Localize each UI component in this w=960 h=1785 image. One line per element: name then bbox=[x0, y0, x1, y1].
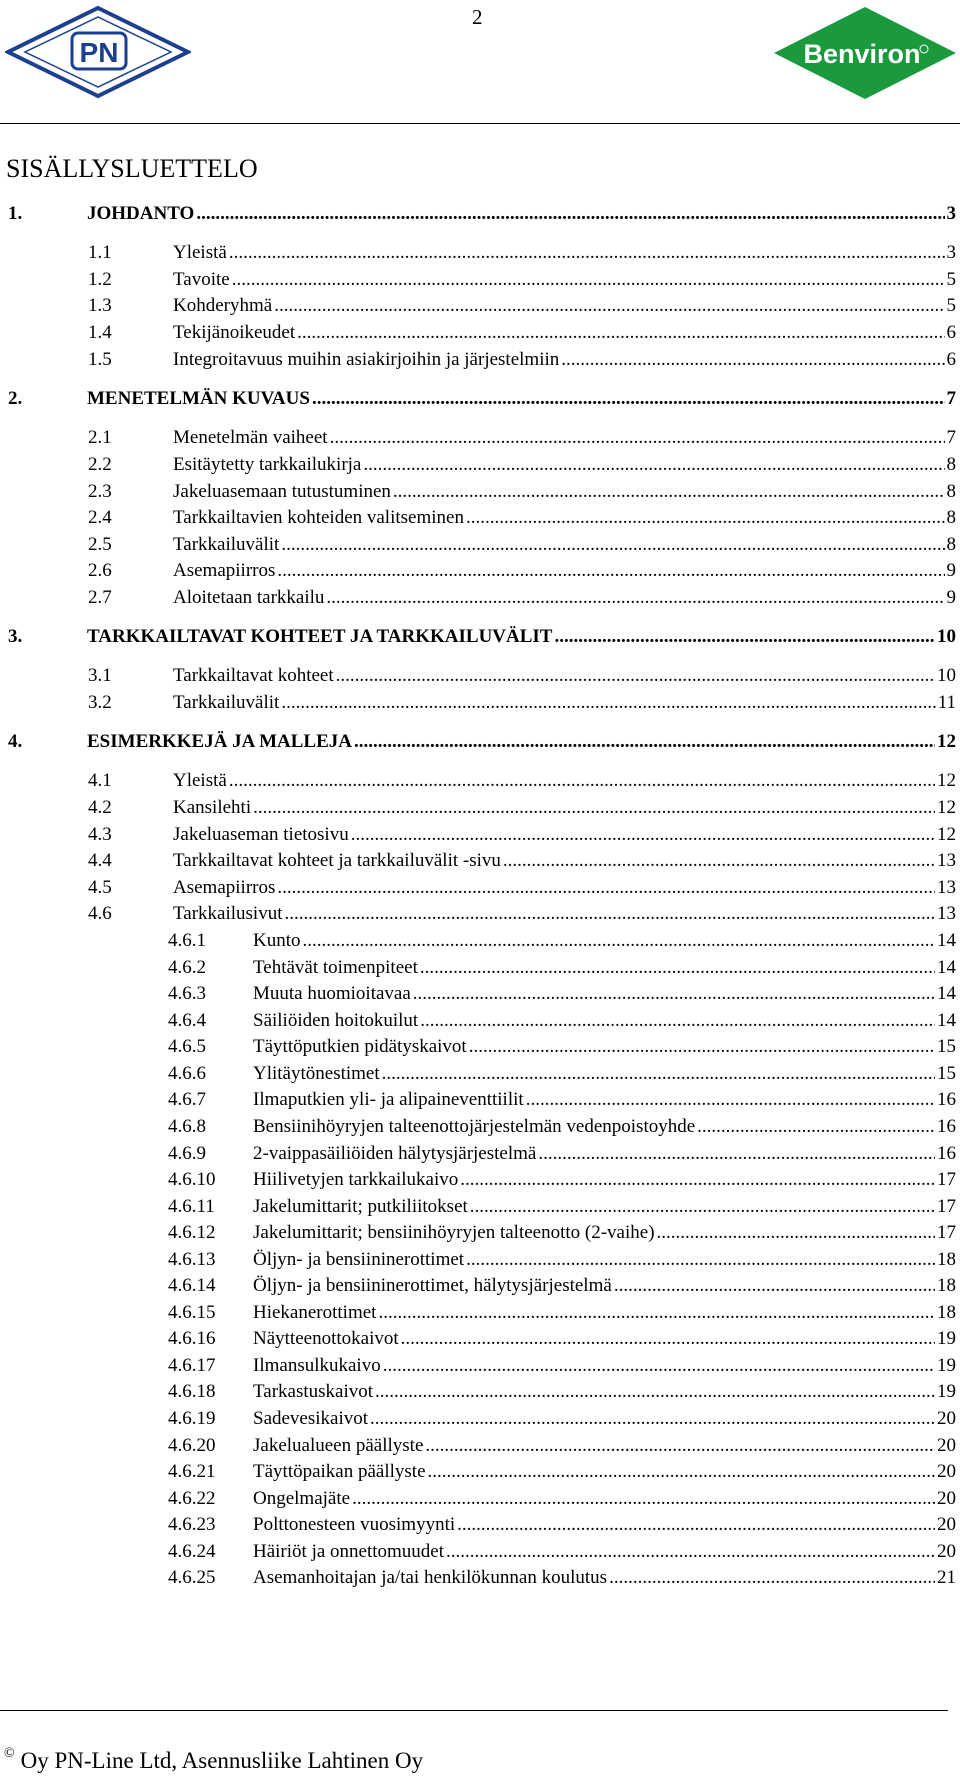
toc-entry-page: 18 bbox=[937, 1275, 956, 1296]
toc-dot-leader bbox=[303, 930, 936, 952]
toc-entry[interactable] bbox=[8, 269, 956, 296]
toc-dot-leader bbox=[420, 1010, 935, 1032]
toc-entry-page: 16 bbox=[937, 1143, 956, 1164]
toc-dot-leader bbox=[383, 1355, 935, 1377]
toc-entry-number: 4.6.4 bbox=[168, 1010, 206, 1031]
toc-dot-leader bbox=[614, 1275, 935, 1297]
toc-entry-title: Bensiinihöyryjen talteenottojärjestelmän vedenpoistoyhde bbox=[253, 1116, 696, 1137]
toc-entry[interactable] bbox=[8, 731, 956, 758]
toc-dot-leader bbox=[370, 1408, 935, 1430]
toc-entry-title: Täyttöputkien pidätyskaivot bbox=[253, 1036, 467, 1057]
toc-entry-title: Muuta huomioitavaa bbox=[253, 983, 411, 1004]
toc-entry-number: 2.3 bbox=[88, 481, 112, 502]
toc-entry-number: 2.1 bbox=[88, 427, 112, 448]
toc-entry-title: Tekijänoikeudet bbox=[173, 322, 296, 343]
toc-dot-leader bbox=[554, 626, 935, 648]
toc-entry-page: 13 bbox=[937, 877, 956, 898]
toc-dot-leader bbox=[697, 1116, 935, 1138]
toc-entry[interactable] bbox=[8, 1461, 956, 1488]
toc-dot-leader bbox=[457, 1514, 935, 1536]
toc-entry-title: Tarkkailtavien kohteiden valitseminen bbox=[173, 507, 464, 528]
toc-entry-number: 1.5 bbox=[88, 349, 112, 370]
toc-entry-page: 20 bbox=[937, 1488, 956, 1509]
toc-entry-number: 4.6.2 bbox=[168, 957, 206, 978]
toc-entry[interactable] bbox=[8, 1328, 956, 1355]
toc-entry-page: 12 bbox=[937, 731, 956, 752]
toc-entry-page: 20 bbox=[937, 1514, 956, 1535]
toc-entry-number: 4.6.7 bbox=[168, 1089, 206, 1110]
toc-entry[interactable] bbox=[8, 534, 956, 561]
toc-entry[interactable] bbox=[8, 481, 956, 508]
toc-entry-number: 2. bbox=[8, 388, 23, 409]
toc-dot-leader bbox=[609, 1567, 935, 1589]
toc-entry-page: 8 bbox=[946, 534, 956, 555]
toc-entry-page: 11 bbox=[937, 692, 956, 713]
toc-entry-number: 1.1 bbox=[88, 242, 112, 263]
toc-entry[interactable] bbox=[8, 983, 956, 1010]
toc-entry[interactable] bbox=[8, 1196, 956, 1223]
toc-entry[interactable] bbox=[8, 626, 956, 653]
toc-entry-page: 14 bbox=[937, 930, 956, 951]
toc-entry-page: 19 bbox=[937, 1328, 956, 1349]
toc-entry-page: 3 bbox=[946, 203, 956, 224]
toc-entry-title: Tehtävät toimenpiteet bbox=[253, 957, 418, 978]
toc-entry-page: 12 bbox=[937, 797, 956, 818]
pn-logo bbox=[5, 5, 191, 104]
toc-entry[interactable] bbox=[8, 1541, 956, 1568]
toc-title: SISÄLLYSLUETTELO bbox=[6, 154, 258, 183]
toc-entry-page: 5 bbox=[946, 295, 956, 316]
toc-entry-title: Sadevesikaivot bbox=[253, 1408, 369, 1429]
toc-entry-number: 4.6.20 bbox=[168, 1435, 216, 1456]
toc-entry[interactable] bbox=[8, 930, 956, 957]
toc-entry-number: 2.4 bbox=[88, 507, 112, 528]
toc-dot-leader bbox=[351, 824, 935, 846]
toc-entry-number: 4.6.8 bbox=[168, 1116, 206, 1137]
toc-entry-title: Aloitetaan tarkkailu bbox=[173, 587, 325, 608]
toc-entry-number: 2.6 bbox=[88, 560, 112, 581]
toc-entry-number: 4.6.17 bbox=[168, 1355, 216, 1376]
toc-dot-leader bbox=[470, 1196, 935, 1218]
toc-entry-number: 1.3 bbox=[88, 295, 112, 316]
toc-entry-number: 2.5 bbox=[88, 534, 112, 555]
toc-entry-page: 3 bbox=[946, 242, 956, 263]
benviron-logo-text: Benviron bbox=[803, 39, 921, 69]
toc-entry[interactable] bbox=[8, 1355, 956, 1382]
toc-entry[interactable] bbox=[8, 1116, 956, 1143]
toc-entry[interactable] bbox=[8, 770, 956, 797]
toc-entry[interactable] bbox=[8, 1143, 956, 1170]
toc-entry[interactable] bbox=[8, 1514, 956, 1541]
toc-entry-page: 9 bbox=[946, 560, 956, 581]
toc-entry-number: 4.6.19 bbox=[168, 1408, 216, 1429]
toc-entry-title: Tarkastuskaivot bbox=[253, 1381, 374, 1402]
toc-entry-title: Esitäytetty tarkkailukirja bbox=[173, 454, 362, 475]
toc-entry-page: 8 bbox=[946, 507, 956, 528]
toc-dot-leader bbox=[382, 1063, 935, 1085]
toc-dot-leader bbox=[229, 242, 945, 264]
toc-dot-leader bbox=[277, 560, 944, 582]
toc-entry[interactable] bbox=[8, 692, 956, 719]
pn-logo-text: PN bbox=[79, 37, 119, 68]
toc-entry[interactable] bbox=[8, 1567, 956, 1594]
toc-entry-number: 4.6.1 bbox=[168, 930, 206, 951]
toc-entry-number: 4.6.16 bbox=[168, 1328, 216, 1349]
toc-entry-number: 4.6.21 bbox=[168, 1461, 216, 1482]
toc-entry[interactable] bbox=[8, 957, 956, 984]
toc-entry[interactable] bbox=[8, 824, 956, 851]
toc-entry[interactable] bbox=[8, 1169, 956, 1196]
toc-entry-number: 1.2 bbox=[88, 269, 112, 290]
toc-entry-number: 4.6.5 bbox=[168, 1036, 206, 1057]
toc-entry-page: 5 bbox=[946, 269, 956, 290]
toc-dot-leader bbox=[229, 770, 935, 792]
toc-dot-leader bbox=[297, 322, 944, 344]
toc-entry-number: 4.6.23 bbox=[168, 1514, 216, 1535]
toc-entry[interactable] bbox=[8, 1408, 956, 1435]
toc-entry-number: 1.4 bbox=[88, 322, 112, 343]
toc-entry-title: Tarkkailuvälit bbox=[173, 534, 280, 555]
toc-entry-title: Tarkkailtavat kohteet bbox=[173, 665, 334, 686]
toc-entry-title: Asemapiirros bbox=[173, 877, 276, 898]
toc-dot-leader bbox=[420, 957, 935, 979]
toc-entry-page: 15 bbox=[937, 1063, 956, 1084]
toc-dot-leader bbox=[469, 1036, 935, 1058]
toc-entry[interactable] bbox=[8, 242, 956, 269]
toc-entry-number: 4.1 bbox=[88, 770, 112, 791]
toc-entry-title: Hiilivetyjen tarkkailukaivo bbox=[253, 1169, 459, 1190]
toc-entry[interactable] bbox=[8, 1488, 956, 1515]
header-divider bbox=[0, 123, 960, 124]
toc-entry-page: 7 bbox=[946, 427, 956, 448]
toc-entry-number: 4.6.22 bbox=[168, 1488, 216, 1509]
toc-entry-title: Jakelualueen päällyste bbox=[253, 1435, 424, 1456]
toc-entry-number: 3.2 bbox=[88, 692, 112, 713]
toc-entry-page: 6 bbox=[946, 322, 956, 343]
toc-entry-page: 13 bbox=[937, 903, 956, 924]
toc-entry-page: 13 bbox=[937, 850, 956, 871]
toc-entry-title: Häiriöt ja onnettomuudet bbox=[253, 1541, 445, 1562]
toc-entry-page: 8 bbox=[946, 481, 956, 502]
toc-entry-title: Jakeluasemaan tutustuminen bbox=[173, 481, 391, 502]
toc-entry-title: Kansilehti bbox=[173, 797, 252, 818]
toc-entry-title: Täyttöpaikan päällyste bbox=[253, 1461, 426, 1482]
toc-entry[interactable] bbox=[8, 1302, 956, 1329]
toc-entry-page: 16 bbox=[937, 1116, 956, 1137]
toc-dot-leader bbox=[538, 1143, 935, 1165]
toc-entry[interactable] bbox=[8, 903, 956, 930]
toc-dot-leader bbox=[281, 534, 944, 556]
toc-entry-title: Öljyn- ja bensiininerottimet bbox=[253, 1249, 465, 1270]
toc-entry-title: Kohderyhmä bbox=[173, 295, 273, 316]
toc-entry-title: Ylitäytönestimet bbox=[253, 1063, 380, 1084]
toc-dot-leader bbox=[196, 203, 944, 225]
toc-entry-number: 1. bbox=[8, 203, 23, 224]
toc-dot-leader bbox=[284, 903, 935, 925]
toc-dot-leader bbox=[393, 481, 945, 503]
toc-dot-leader bbox=[281, 692, 935, 714]
toc-entry[interactable] bbox=[8, 1010, 956, 1037]
toc-entry-page: 21 bbox=[937, 1567, 956, 1588]
toc-entry-title: MENETELMÄN KUVAUS bbox=[87, 388, 310, 409]
toc-entry-title: ESIMERKKEJÄ JA MALLEJA bbox=[87, 731, 352, 752]
toc-entry-page: 16 bbox=[937, 1089, 956, 1110]
benviron-logo bbox=[772, 5, 958, 106]
toc-dot-leader bbox=[363, 454, 944, 476]
toc-entry[interactable] bbox=[8, 1275, 956, 1302]
toc-entry-title: Jakelumittarit; putkiliitokset bbox=[253, 1196, 468, 1217]
toc-entry-number: 4.6.15 bbox=[168, 1302, 216, 1323]
toc-entry-title: Asemapiirros bbox=[173, 560, 276, 581]
toc-entry-title: Ongelmajäte bbox=[253, 1488, 351, 1509]
toc-entry-page: 14 bbox=[937, 1010, 956, 1031]
toc-entry-page: 20 bbox=[937, 1541, 956, 1562]
toc-entry[interactable] bbox=[8, 388, 956, 415]
toc-dot-leader bbox=[232, 269, 945, 291]
toc-entry[interactable] bbox=[8, 295, 956, 322]
toc-entry-title: Tarkkailusivut bbox=[173, 903, 283, 924]
toc-entry[interactable] bbox=[8, 322, 956, 349]
toc-dot-leader bbox=[330, 427, 945, 449]
toc-entry-title: Yleistä bbox=[173, 770, 227, 791]
toc-entry-number: 4.6 bbox=[88, 903, 112, 924]
toc-entry-title: Polttonesteen vuosimyynti bbox=[253, 1514, 456, 1535]
toc-dot-leader bbox=[336, 665, 935, 687]
toc-entry[interactable] bbox=[8, 877, 956, 904]
footer-divider bbox=[0, 1710, 948, 1711]
toc-dot-leader bbox=[354, 731, 935, 753]
page-number: 2 bbox=[472, 5, 483, 29]
toc-entry-number: 3.1 bbox=[88, 665, 112, 686]
toc-entry[interactable] bbox=[8, 850, 956, 877]
toc-entry-page: 12 bbox=[937, 770, 956, 791]
copyright-symbol: © bbox=[4, 1746, 15, 1761]
toc-entry-title: Säiliöiden hoitokuilut bbox=[253, 1010, 419, 1031]
toc-entry-title: JOHDANTO bbox=[87, 203, 195, 224]
toc-entry-title: Jakeluaseman tietosivu bbox=[173, 824, 349, 845]
toc-entry[interactable] bbox=[8, 507, 956, 534]
toc-dot-leader bbox=[312, 388, 945, 410]
toc-entry-number: 4.6.9 bbox=[168, 1143, 206, 1164]
toc-entry-number: 4.4 bbox=[88, 850, 112, 871]
toc-entry-number: 4.5 bbox=[88, 877, 112, 898]
toc-dot-leader bbox=[413, 983, 935, 1005]
toc-entry[interactable] bbox=[8, 1036, 956, 1063]
toc-entry-number: 4.6.6 bbox=[168, 1063, 206, 1084]
toc-entry-title: Asemanhoitajan ja/tai henkilökunnan koulutus bbox=[253, 1567, 608, 1588]
toc-entry-page: 9 bbox=[946, 587, 956, 608]
toc-dot-leader bbox=[460, 1169, 935, 1191]
toc-entry-number: 4.6.3 bbox=[168, 983, 206, 1004]
toc-entry-page: 8 bbox=[946, 454, 956, 475]
toc-entry-page: 20 bbox=[937, 1408, 956, 1429]
toc-entry-page: 18 bbox=[937, 1302, 956, 1323]
toc-entry[interactable] bbox=[8, 665, 956, 692]
toc-dot-leader bbox=[561, 349, 944, 371]
toc-dot-leader bbox=[274, 295, 944, 317]
toc-entry-title: Jakelumittarit; bensiinihöyryjen talteenotto (2-vaihe) bbox=[253, 1222, 655, 1243]
toc-entry[interactable] bbox=[8, 797, 956, 824]
toc-entry-title: Kunto bbox=[253, 930, 301, 951]
toc-entry-number: 4.6.12 bbox=[168, 1222, 216, 1243]
toc-entry-page: 14 bbox=[937, 983, 956, 1004]
footer-text: Oy PN-Line Ltd, Asennusliike Lahtinen Oy bbox=[20, 1748, 424, 1773]
toc-entry-title: Integroitavuus muihin asiakirjoihin ja järjestelmiin bbox=[173, 349, 560, 370]
toc-entry[interactable] bbox=[8, 1249, 956, 1276]
toc-entry-title: 2-vaippasäiliöiden hälytysjärjestelmä bbox=[253, 1143, 537, 1164]
toc-entry-page: 10 bbox=[937, 665, 956, 686]
toc-entry[interactable] bbox=[8, 454, 956, 481]
toc-dot-leader bbox=[526, 1089, 935, 1111]
toc-dot-leader bbox=[466, 507, 945, 529]
toc-dot-leader bbox=[503, 850, 935, 872]
toc-dot-leader bbox=[253, 797, 935, 819]
toc-entry-page: 17 bbox=[937, 1222, 956, 1243]
toc-entry-title: Menetelmän vaiheet bbox=[173, 427, 328, 448]
toc-entry[interactable] bbox=[8, 427, 956, 454]
toc-entry[interactable] bbox=[8, 349, 956, 376]
toc-dot-leader bbox=[378, 1302, 935, 1324]
toc-entry-number: 3. bbox=[8, 626, 23, 647]
toc-entry-page: 12 bbox=[937, 824, 956, 845]
toc-entry-number: 2.7 bbox=[88, 587, 112, 608]
toc-entry[interactable] bbox=[8, 1089, 956, 1116]
toc-entry[interactable] bbox=[8, 203, 956, 230]
toc-entry[interactable] bbox=[8, 1381, 956, 1408]
toc-entry-number: 4.6.11 bbox=[168, 1196, 215, 1217]
toc-entry-number: 4.6.14 bbox=[168, 1275, 216, 1296]
toc-dot-leader bbox=[657, 1222, 935, 1244]
toc-entry[interactable] bbox=[8, 1435, 956, 1462]
toc-entry-title: Näytteenottokaivot bbox=[253, 1328, 399, 1349]
toc-entry-page: 18 bbox=[937, 1249, 956, 1270]
toc-dot-leader bbox=[375, 1381, 935, 1403]
toc-entry[interactable] bbox=[8, 1063, 956, 1090]
toc-dot-leader bbox=[352, 1488, 935, 1510]
toc-entry-title: Tarkkailtavat kohteet ja tarkkailuvälit -sivu bbox=[173, 850, 501, 871]
toc-entry-page: 10 bbox=[937, 626, 956, 647]
toc-dot-leader bbox=[277, 877, 935, 899]
toc-entry-number: 2.2 bbox=[88, 454, 112, 475]
toc-entry-number: 4.6.18 bbox=[168, 1381, 216, 1402]
toc-entry-title: Öljyn- ja bensiininerottimet, hälytysjärjestelmä bbox=[253, 1275, 612, 1296]
toc-entry-title: Ilmansulkukaivo bbox=[253, 1355, 381, 1376]
toc-entry-page: 19 bbox=[937, 1355, 956, 1376]
toc-entry-title: Hiekanerottimet bbox=[253, 1302, 377, 1323]
toc-entry-number: 4.6.24 bbox=[168, 1541, 216, 1562]
toc-entry-title: Tavoite bbox=[173, 269, 230, 290]
toc-entry-page: 17 bbox=[937, 1169, 956, 1190]
toc-dot-leader bbox=[428, 1461, 935, 1483]
toc-dot-leader bbox=[401, 1328, 935, 1350]
toc-entry-title: Yleistä bbox=[173, 242, 227, 263]
toc-dot-leader bbox=[425, 1435, 935, 1457]
toc-entry[interactable] bbox=[8, 560, 956, 587]
toc-entry-title: Ilmaputkien yli- ja alipaineventtiilit bbox=[253, 1089, 524, 1110]
toc-entry-number: 4. bbox=[8, 731, 23, 752]
toc-entry[interactable] bbox=[8, 587, 956, 614]
toc-entry-page: 6 bbox=[946, 349, 956, 370]
toc-entry-title: Tarkkailuvälit bbox=[173, 692, 280, 713]
toc-entry-page: 14 bbox=[937, 957, 956, 978]
toc-entry-number: 4.6.25 bbox=[168, 1567, 216, 1588]
toc-entry-page: 17 bbox=[937, 1196, 956, 1217]
toc-dot-leader bbox=[466, 1249, 935, 1271]
footer bbox=[4, 1748, 423, 1774]
toc-entry-number: 4.6.10 bbox=[168, 1169, 216, 1190]
toc-entry-number: 4.2 bbox=[88, 797, 112, 818]
toc-entry-page: 15 bbox=[937, 1036, 956, 1057]
toc-entry-page: 20 bbox=[937, 1435, 956, 1456]
toc-entry-title: TARKKAILTAVAT KOHTEET JA TARKKAILUVÄLIT bbox=[87, 626, 553, 647]
toc-dot-leader bbox=[446, 1541, 935, 1563]
toc-entry-page: 7 bbox=[946, 388, 956, 409]
toc-entry-number: 4.6.13 bbox=[168, 1249, 216, 1270]
toc-entry[interactable] bbox=[8, 1222, 956, 1249]
toc-entry-number: 4.3 bbox=[88, 824, 112, 845]
toc-entry-page: 19 bbox=[937, 1381, 956, 1402]
toc-dot-leader bbox=[326, 587, 944, 609]
toc-entry-page: 20 bbox=[937, 1461, 956, 1482]
